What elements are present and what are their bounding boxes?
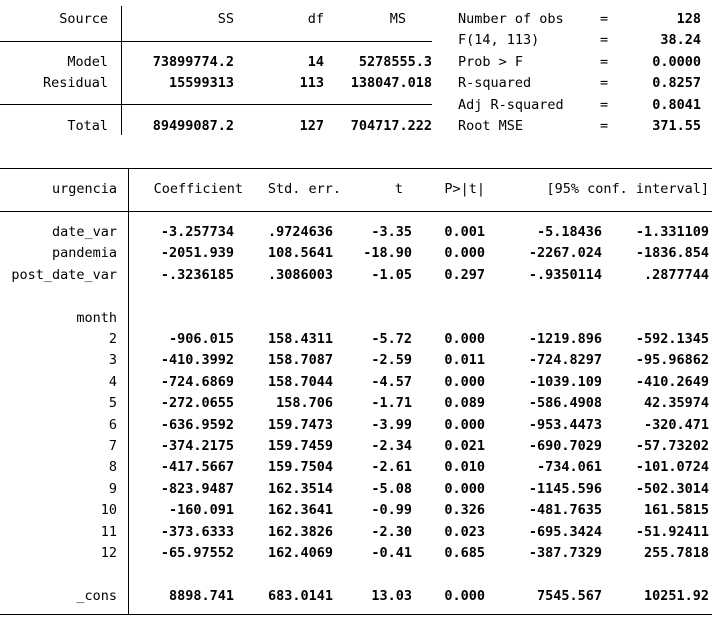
- coef-value: -823.9487: [160, 480, 234, 497]
- coef-tstat: -2.30: [371, 523, 412, 540]
- coef-top-rule: [0, 168, 712, 169]
- coef-pvalue: 0.001: [444, 224, 485, 240]
- coef-stderr: .9724636: [267, 224, 333, 240]
- coef-value: -2051.939: [160, 245, 234, 262]
- anova-ms: 704717.222: [350, 118, 432, 134]
- coef-stderr: 159.7473: [267, 416, 333, 433]
- coef-value: -636.9592: [160, 416, 234, 433]
- coef-stderr: 158.706: [276, 395, 333, 412]
- coef-stderr: 162.3514: [267, 480, 333, 497]
- coef-tstat: -1.71: [371, 395, 412, 412]
- coef-value: -.3236185: [160, 266, 234, 283]
- coef-pvalue: 0.023: [444, 523, 485, 540]
- stat-value: 0.8041: [652, 96, 701, 113]
- anova-ms: 5278555.3: [358, 54, 432, 70]
- coef-stderr: 108.5641: [267, 245, 333, 262]
- coef-ci-lower: -953.4473: [528, 416, 602, 433]
- coef-pvalue: 0.000: [444, 373, 485, 390]
- coef-header-coefficient: Coefficient: [153, 181, 243, 197]
- anova-df: 14: [307, 54, 324, 70]
- coef-tstat: -5.72: [371, 331, 412, 347]
- coef-tstat: -2.59: [371, 352, 412, 369]
- anova-source: Model: [67, 54, 108, 70]
- coef-ci-upper: -592.1345: [635, 331, 709, 347]
- anova-header-ss: SS: [217, 11, 234, 27]
- coef-row-label: 5: [108, 395, 117, 412]
- coef-ci-upper: -502.3014: [635, 480, 709, 497]
- coef-ci-lower: -.9350114: [528, 266, 602, 283]
- anova-header-ms: MS: [389, 11, 406, 27]
- anova-total-rule: [0, 104, 432, 105]
- coef-row-label: date_var: [51, 224, 117, 240]
- coef-row-label: 9: [108, 480, 117, 497]
- stat-label: Adj R-squared: [458, 96, 564, 113]
- coef-ci-lower: -387.7329: [528, 545, 602, 561]
- coef-value: -724.6869: [160, 373, 234, 390]
- coef-tstat: -3.35: [371, 224, 412, 240]
- coef-header-rule: [0, 211, 712, 212]
- coef-ci-upper: -410.2649: [635, 373, 709, 390]
- coef-tstat: -0.99: [371, 502, 412, 519]
- coef-ci-upper: -57.73202: [635, 438, 709, 454]
- coef-ci-lower: -2267.024: [528, 245, 602, 262]
- stat-equals: =: [600, 75, 609, 92]
- stat-value: 0.0000: [652, 53, 701, 70]
- coef-header-ci: [95% conf. interval]: [546, 181, 709, 197]
- coef-row-label: 3: [108, 352, 117, 369]
- coef-header-depvar: urgencia: [51, 181, 117, 197]
- coef-pvalue: 0.089: [444, 395, 485, 412]
- coef-row-label: _cons: [76, 587, 117, 604]
- stat-label: Number of obs: [458, 11, 564, 27]
- anova-header-df: df: [307, 11, 324, 27]
- coef-pvalue: 0.011: [444, 352, 485, 369]
- coef-ci-upper: 161.5815: [643, 502, 709, 519]
- coef-tstat: -18.90: [363, 245, 412, 262]
- coef-tstat: -1.05: [371, 266, 412, 283]
- coef-header-p: P>|t|: [444, 181, 485, 197]
- coef-bottom-rule: [0, 614, 712, 615]
- coef-tstat: -3.99: [371, 416, 412, 433]
- coef-row-label: 4: [108, 373, 117, 390]
- coef-value: -410.3992: [160, 352, 234, 369]
- coef-row-label: 10: [100, 502, 117, 519]
- coef-stderr: 158.7087: [267, 352, 333, 369]
- coef-stderr: 159.7504: [267, 459, 333, 476]
- anova-header-rule: [0, 41, 432, 42]
- coef-pvalue: 0.297: [444, 266, 485, 283]
- coef-tstat: -4.57: [371, 373, 412, 390]
- coef-stderr: 683.0141: [267, 587, 333, 604]
- coef-value: -160.091: [168, 502, 234, 519]
- coef-ci-lower: -5.18436: [536, 224, 602, 240]
- coef-stderr: 158.4311: [267, 331, 333, 347]
- coef-value: -373.6333: [160, 523, 234, 540]
- coef-ci-lower: 7545.567: [536, 587, 602, 604]
- stat-value: 128: [676, 11, 701, 27]
- coef-stderr: .3086003: [267, 266, 333, 283]
- coef-row-label: 8: [108, 459, 117, 476]
- coef-value: -3.257734: [160, 224, 234, 240]
- coef-ci-lower: -1219.896: [528, 331, 602, 347]
- coef-ci-upper: .2877744: [643, 266, 709, 283]
- coef-pvalue: 0.685: [444, 545, 485, 561]
- coef-pvalue: 0.000: [444, 480, 485, 497]
- stat-equals: =: [600, 32, 609, 49]
- coef-pvalue: 0.000: [444, 416, 485, 433]
- coef-ci-upper: 42.35974: [643, 395, 709, 412]
- coef-value: -906.015: [168, 331, 234, 347]
- coef-ci-upper: -320.471: [643, 416, 709, 433]
- coef-ci-upper: -51.92411: [635, 523, 709, 540]
- stat-equals: =: [600, 11, 609, 27]
- anova-ms: 138047.018: [350, 75, 432, 91]
- anova-ss: 73899774.2: [152, 54, 234, 70]
- coef-row-label: 7: [108, 438, 117, 454]
- coef-value: -417.5667: [160, 459, 234, 476]
- coef-ci-upper: -1.331109: [635, 224, 709, 240]
- coef-value: 8898.741: [168, 587, 234, 604]
- coef-header-stderr: Std. err.: [267, 181, 341, 197]
- anova-header-source: Source: [59, 11, 108, 27]
- coef-ci-lower: -724.8297: [528, 352, 602, 369]
- coef-divider-vertical: [128, 168, 129, 614]
- coef-row-label: post_date_var: [11, 266, 117, 283]
- coef-value: -374.2175: [160, 438, 234, 454]
- anova-divider-vertical: [121, 6, 122, 135]
- stat-label: Prob > F: [458, 53, 524, 70]
- anova-ss: 89499087.2: [152, 118, 234, 134]
- coef-stderr: 158.7044: [267, 373, 333, 390]
- stat-equals: =: [600, 118, 609, 134]
- coef-ci-lower: -481.7635: [528, 502, 602, 519]
- coef-stderr: 159.7459: [267, 438, 333, 454]
- coef-row-label: pandemia: [51, 245, 117, 262]
- coef-ci-upper: -101.0724: [635, 459, 709, 476]
- stat-label: R-squared: [458, 75, 532, 92]
- anova-source: Total: [67, 118, 108, 134]
- coef-row-label: 6: [108, 416, 117, 433]
- coef-ci-lower: -734.061: [536, 459, 602, 476]
- coef-pvalue: 0.000: [444, 587, 485, 604]
- coef-ci-lower: -586.4908: [528, 395, 602, 412]
- coef-tstat: -5.08: [371, 480, 412, 497]
- stat-label: F(14, 113): [458, 32, 540, 49]
- anova-df: 127: [299, 118, 324, 134]
- coef-ci-lower: -1039.109: [528, 373, 602, 390]
- coef-row-label: 12: [100, 545, 117, 561]
- coef-stderr: 162.3826: [267, 523, 333, 540]
- anova-source: Residual: [42, 75, 108, 91]
- coef-pvalue: 0.326: [444, 502, 485, 519]
- coef-value: -272.0655: [160, 395, 234, 412]
- anova-df: 113: [299, 75, 324, 91]
- coef-row-label: month: [76, 309, 117, 326]
- stat-equals: =: [600, 96, 609, 113]
- stat-value: 0.8257: [652, 75, 701, 92]
- coef-ci-lower: -690.7029: [528, 438, 602, 454]
- coef-pvalue: 0.021: [444, 438, 485, 454]
- stat-label: Root MSE: [458, 118, 524, 134]
- coef-value: -65.97552: [160, 545, 234, 561]
- coef-header-t: t: [394, 181, 403, 197]
- coef-pvalue: 0.000: [444, 245, 485, 262]
- coef-ci-upper: -1836.854: [635, 245, 709, 262]
- coef-pvalue: 0.010: [444, 459, 485, 476]
- coef-pvalue: 0.000: [444, 331, 485, 347]
- coef-stderr: 162.4069: [267, 545, 333, 561]
- coef-ci-upper: -95.96862: [635, 352, 709, 369]
- stat-equals: =: [600, 53, 609, 70]
- stat-value: 371.55: [652, 118, 701, 134]
- anova-ss: 15599313: [168, 75, 234, 91]
- coef-ci-upper: 255.7818: [643, 545, 709, 561]
- coef-tstat: -2.34: [371, 438, 412, 454]
- coef-tstat: -0.41: [371, 545, 412, 561]
- coef-ci-lower: -1145.596: [528, 480, 602, 497]
- coef-stderr: 162.3641: [267, 502, 333, 519]
- coef-tstat: -2.61: [371, 459, 412, 476]
- coef-tstat: 13.03: [371, 587, 412, 604]
- coef-ci-lower: -695.3424: [528, 523, 602, 540]
- coef-row-label: 11: [100, 523, 117, 540]
- stat-value: 38.24: [660, 32, 701, 49]
- coef-row-label: 2: [108, 331, 117, 347]
- coef-ci-upper: 10251.92: [643, 587, 709, 604]
